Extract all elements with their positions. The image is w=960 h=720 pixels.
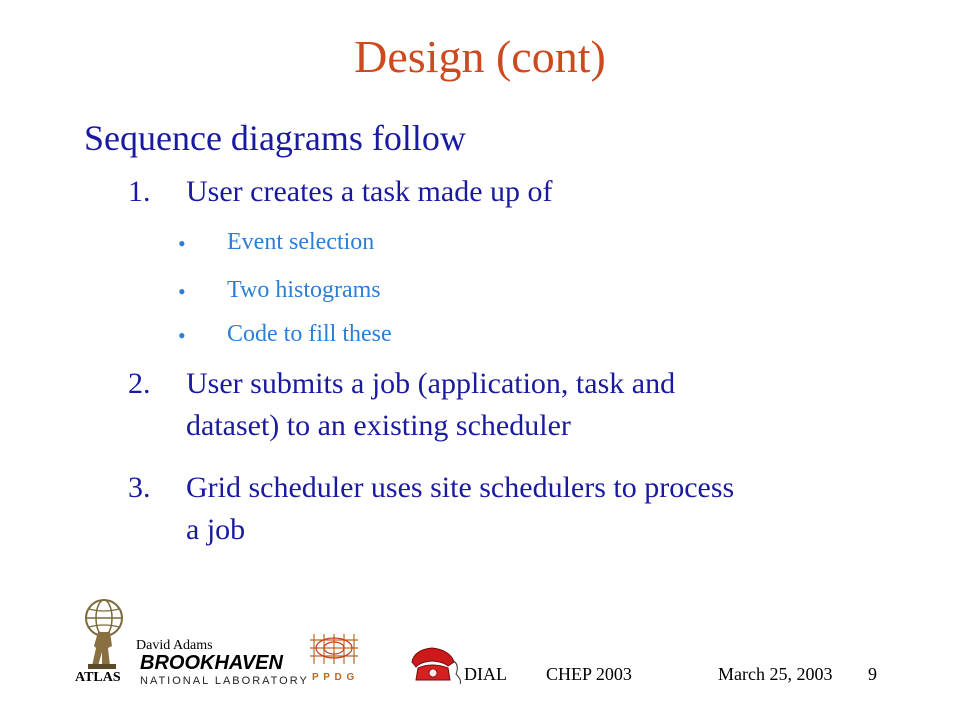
- item-2-line-2: dataset) to an existing scheduler: [186, 409, 571, 442]
- red-phone-icon: [404, 640, 464, 686]
- item-2-number: 2.: [128, 367, 151, 400]
- item-1-text: [186, 171, 916, 213]
- globe-icon: [86, 600, 122, 636]
- slide-heading: Sequence diagrams follow: [84, 118, 466, 158]
- ppdg-grid-icon: [310, 634, 358, 664]
- item-3-text: [186, 467, 916, 551]
- item-1-number: 1.: [128, 175, 151, 208]
- brookhaven-wordmark: BROOKHAVEN: [140, 652, 283, 674]
- author-name: David Adams: [136, 638, 213, 653]
- footer-conference: CHEP 2003: [546, 664, 632, 684]
- brookhaven-subtitle: NATIONAL LABORATORY: [140, 675, 309, 687]
- bullet-1-glyph: •: [178, 231, 186, 256]
- item-2-line-1: User submits a job (application, task and: [186, 367, 676, 400]
- brookhaven-logo: [140, 652, 309, 687]
- bullet-2-glyph: •: [178, 279, 186, 304]
- item-3-line-2: a job: [186, 513, 246, 546]
- bullet-3-text: Code to fill these: [227, 321, 392, 347]
- slide-title: Design (cont): [354, 31, 606, 82]
- statue-figure-icon: [92, 632, 112, 666]
- footer-dial: DIAL: [464, 664, 507, 684]
- item-1-line-1: User creates a task made up of: [186, 175, 553, 208]
- atlas-label: ATLAS: [75, 670, 121, 685]
- footer-date: March 25, 2003: [718, 664, 833, 684]
- item-2-text: [186, 363, 916, 447]
- item-3-number: 3.: [128, 471, 151, 504]
- bullet-2-text: Two histograms: [227, 277, 381, 303]
- item-3-line-1: Grid scheduler uses site schedulers to process: [186, 471, 735, 504]
- bullet-3-glyph: •: [178, 323, 186, 348]
- atlas-logo: [68, 596, 134, 670]
- statue-base-icon: [88, 664, 116, 669]
- ppdg-label: P P D G: [312, 672, 356, 683]
- bullet-1-text: Event selection: [227, 229, 375, 255]
- page-number: 9: [868, 664, 877, 684]
